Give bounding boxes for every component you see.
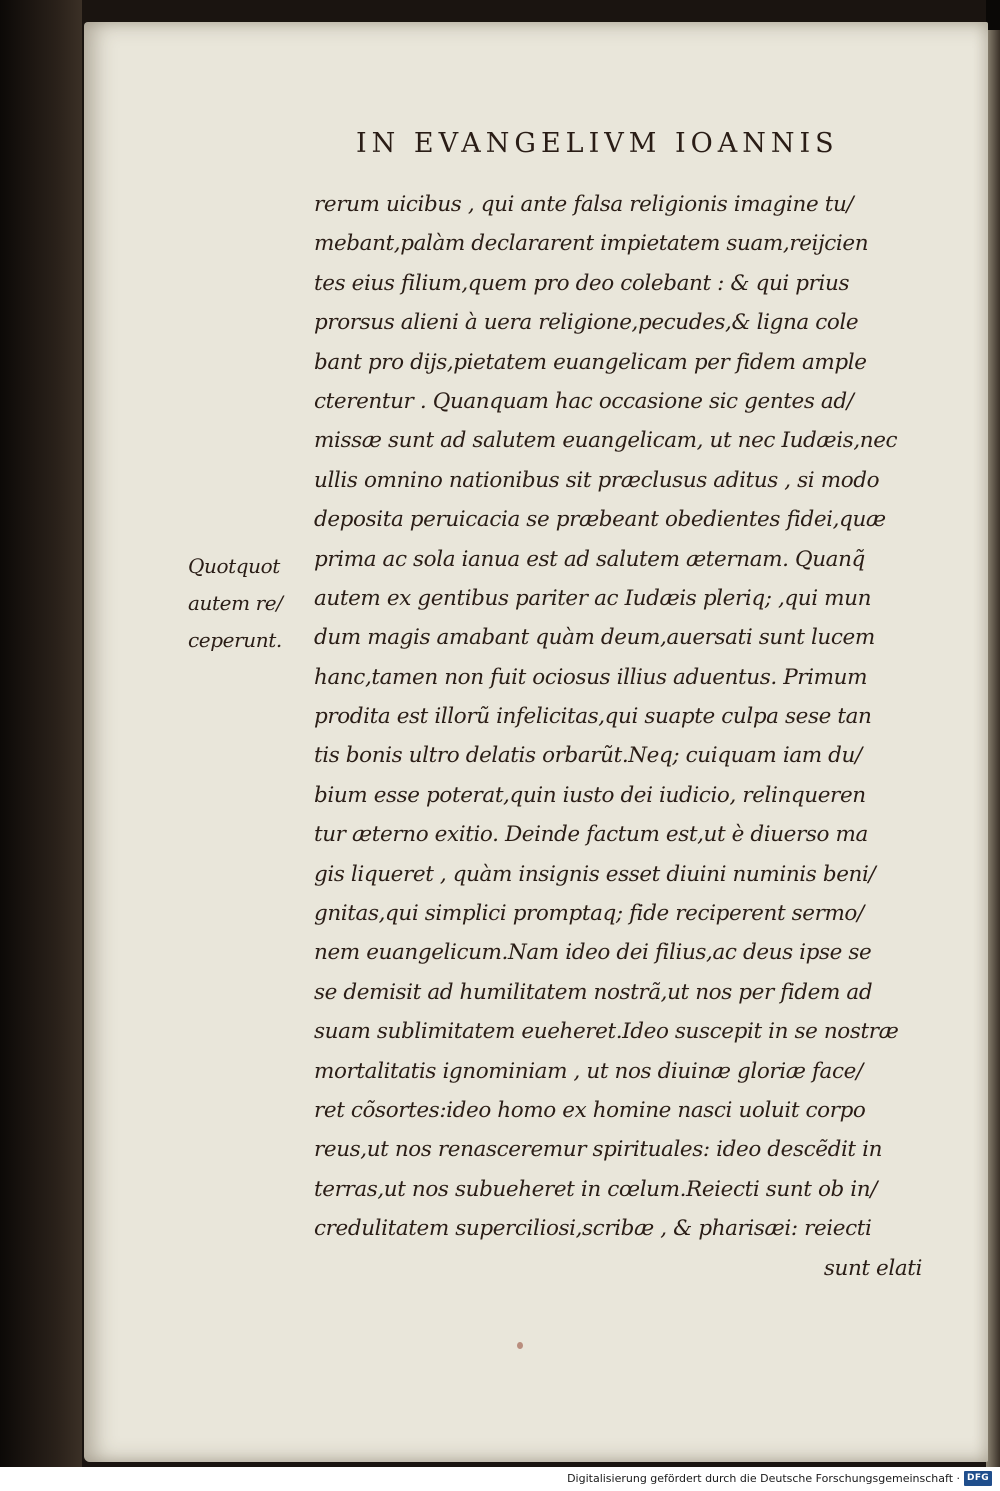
dfg-logo[interactable] (964, 1471, 992, 1486)
footer-bar (0, 1467, 1000, 1491)
text-line: prodita est illorũ infelicitas,qui suapte culpa sese tan (314, 704, 872, 730)
text-line: dum magis amabant quàm deum,auersati sunt lucem (314, 625, 875, 651)
text-line: rerum uicibus , qui ante falsa religionis imagine tu/ (314, 192, 854, 217)
marginal-note (188, 548, 314, 659)
text-line: se demisit ad humilitatem nostrã,ut nos per fidem ad (314, 979, 873, 1005)
text-line: ret cõsortes:ideo homo ex homine nasci uoluit corpo (314, 1097, 866, 1123)
text-line: prima ac sola ianua est ad salutem æternam. Quanq̃ (314, 546, 865, 572)
text-line: missæ sunt ad salutem euangelicam, ut nec Iudæis,nec (314, 428, 898, 454)
marginal-note-line: ceperunt. (188, 628, 282, 652)
running-head: IN EVANGELIVM IOANNIS (356, 128, 839, 159)
text-line: mortalitatis ignominiam , ut nos diuinæ gloriæ face/ (314, 1058, 863, 1084)
body-text (314, 185, 936, 1288)
marginal-note-line: autem re/ (188, 591, 283, 615)
text-line: reus,ut nos renasceremur spirituales: ideo descẽdit in (314, 1137, 883, 1163)
text-line: credulitatem superciliosi,scribæ , & pharisæi: reiecti (314, 1216, 872, 1242)
text-line: ullis omnino nationibus sit præclusus aditus , si modo (314, 467, 880, 493)
text-line: mebant,palàm declararent impietatem suam,reijcien (314, 231, 869, 257)
dfg-logo-text: DFG (967, 1473, 989, 1483)
text-line: tur æterno exitio. Deinde factum est,ut è diuerso ma (314, 822, 868, 848)
text-line: suam sublimitatem eueheret.Ideo suscepit in se nostræ (314, 1019, 899, 1045)
catchword-line: sunt elati (823, 1255, 922, 1281)
text-line: cterentur . Quanquam hac occasione sic gentes ad/ (314, 388, 854, 414)
text-line: prorsus alieni à uera religione,pecudes,& ligna cole (314, 310, 859, 336)
marginal-note-line: Quotquot (188, 554, 280, 578)
text-line: tes eius filium,quem pro deo colebant : & qui prius (314, 270, 850, 296)
paper-stain (517, 1342, 523, 1349)
page-corner (986, 0, 1000, 30)
text-line: gnitas,qui simplici promptaq; fide reciperent sermo/ (314, 901, 864, 927)
page-edge (986, 0, 1000, 1467)
book-gutter-shadow (0, 0, 82, 1467)
text-line: terras,ut nos subueheret in cœlum.Reiecti sunt ob in/ (314, 1176, 878, 1202)
text-line: gis liqueret , quàm insignis esset diuini numinis beni/ (314, 861, 876, 887)
text-line: tis bonis ultro delatis orbarũt.Neq; cuiquam iam du/ (314, 743, 862, 769)
text-line: nem euangelicum.Nam ideo dei filius,ac deus ipse se (314, 940, 872, 966)
footer-credit: Digitalisierung gefördert durch die Deutsche Forschungsgemeinschaft · (567, 1472, 960, 1485)
text-line: bant pro dijs,pietatem euangelicam per fidem ample (314, 349, 867, 375)
text-line: hanc,tamen non fuit ociosus illius aduentus. Primum (314, 664, 868, 690)
text-line: deposita peruicacia se præbeant obedientes fidei,quæ (314, 507, 886, 533)
text-line: autem ex gentibus pariter ac Iudæis pleriq; ,qui mun (314, 585, 872, 611)
text-line: bium esse poterat,quin iusto dei iudicio, relinqueren (314, 782, 866, 808)
